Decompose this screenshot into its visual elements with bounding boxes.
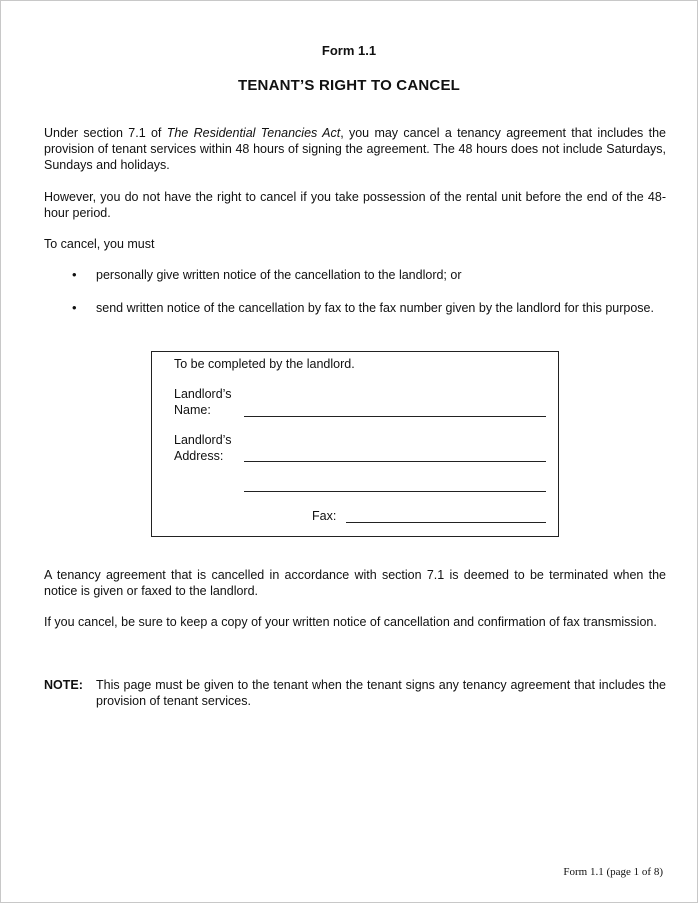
landlord-name-label: [174, 386, 231, 418]
page-footer: Form 1.1 (page 1 of 8): [563, 866, 663, 878]
intro-paragraph-1: [44, 125, 666, 173]
landlord-address-field-line-2[interactable]: [244, 491, 546, 492]
bullet-icon: •: [72, 267, 77, 282]
landlord-address-field-line-1[interactable]: [244, 461, 546, 462]
landlord-address-label-line-2: Address:: [174, 449, 224, 463]
intro-paragraph-2: However, you do not have the right to cancel if you take possession of the rental unit before the end of the 48-hour period.: [44, 190, 666, 220]
note-text: This page must be given to the tenant when the tenant signs any tenancy agreement that includes the provision of tenant services.: [96, 678, 666, 708]
intro-paragraph-3: To cancel, you must: [44, 237, 155, 251]
act-name: The Residential Tenancies Act: [166, 126, 341, 140]
landlord-name-label-line-1: Landlord’s: [174, 387, 232, 401]
landlord-info-box: [151, 351, 559, 537]
landlord-address-label: [174, 432, 231, 464]
keep-copy-paragraph: If you cancel, be sure to keep a copy of your written notice of cancellation and confirmation of fax transmission.: [44, 615, 657, 629]
page-title: TENANT’S RIGHT TO CANCEL: [237, 77, 461, 94]
bullet-icon: •: [72, 300, 77, 315]
landlord-address-label-line-1: Landlord’s: [174, 433, 232, 447]
landlord-box-heading: To be completed by the landlord.: [174, 357, 355, 371]
fax-label: Fax:: [312, 509, 337, 523]
termination-paragraph: A tenancy agreement that is cancelled in accordance with section 7.1 is deemed to be terminated when the notice is given or faxed to the landlord.: [44, 568, 666, 598]
note-label: NOTE:: [44, 678, 83, 692]
landlord-name-label-line-2: Name:: [174, 403, 211, 417]
form-number: Form 1.1: [321, 43, 377, 58]
bullet-item-fax-notice: send written notice of the cancellation by fax to the fax number given by the landlord for this purpose.: [96, 301, 654, 315]
fax-field[interactable]: [346, 522, 546, 523]
intro-text-start: Under section 7.1 of: [44, 126, 167, 140]
bullet-item-personal-notice: personally give written notice of the cancellation to the landlord; or: [96, 268, 462, 282]
landlord-name-field[interactable]: [244, 416, 546, 417]
intro-text-end: , you may cancel a tenancy agreement that includes the provision of tenant services within 48 hours of signing the agreement. The 48 hours does not include Saturdays, Sundays and holidays.: [44, 126, 666, 172]
